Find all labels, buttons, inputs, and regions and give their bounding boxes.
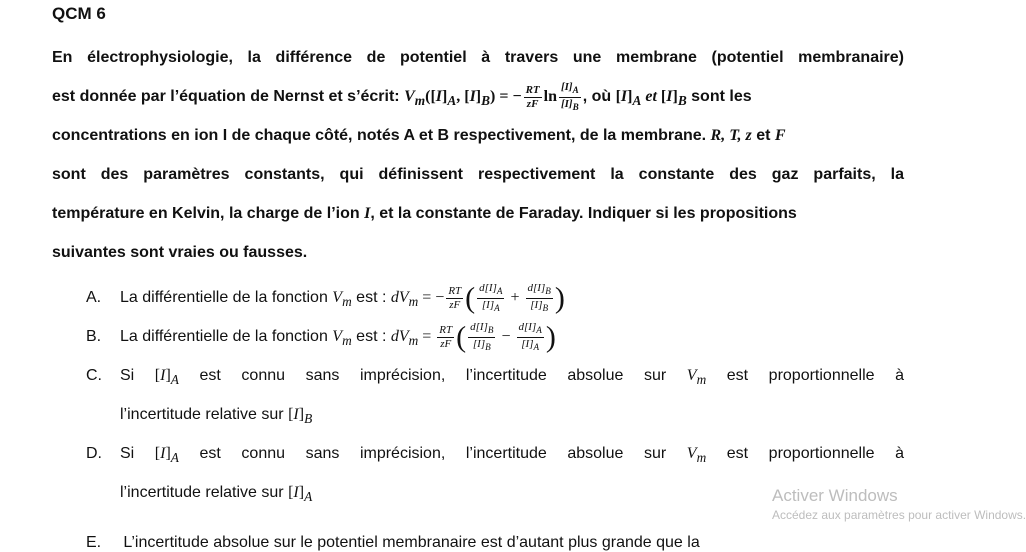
option-c[interactable]: C. Si $[I]_A$ est connu sans imprécision, l’incertitude absolue sur $V_m$ est proportionnelle à l’incertitude relative sur $[I]_B$ — [86, 356, 904, 434]
option-b-letter: B. — [86, 328, 102, 345]
option-e[interactable] — [86, 534, 700, 552]
intro-line-2-end: sont les — [686, 88, 752, 105]
intro-line-2-text: est donnée par l’équation de Nernst et s’écrit: — [52, 88, 405, 105]
question-statement — [52, 38, 904, 272]
option-c-letter: C. — [86, 367, 102, 384]
intro-line-3-text: concentrations en ion I de chaque côté, notés A et B respectivement, de la membrane. — [52, 127, 711, 144]
option-b-mid: est : — [351, 328, 391, 345]
option-d-letter: D. — [86, 445, 102, 462]
option-a-text: La différentielle de la fonction — [120, 289, 333, 306]
intro-line-5 — [52, 194, 904, 233]
intro-line-2 — [52, 77, 904, 116]
option-d[interactable]: D. Si $[I]_A$ est connu sans imprécision, l’incertitude absolue sur $V_m$ est proportionnelle à l’incertitude relative sur $[I]_A$ — [86, 434, 904, 512]
option-b-formula: $dV_m$ = $\frac{RT}{zF}$ ( $\frac{d[I]_B}{[I]_B}$ − $\frac{d[I]_A}{[I]_A}$ ) — [390, 320, 556, 354]
option-a[interactable]: A. La différentielle de la fonction $V_m$ est : $dV_m$ = − $\frac{RT}{zF}$ ( $\frac{d[I]_A}{[I]_A}$ + $\frac{d[I]_B}{[I]_B}$ ) — [86, 278, 904, 317]
ion-symbol: I — [364, 205, 371, 222]
answer-options — [86, 278, 904, 512]
concentration-symbols: $[I]_A$ et $[I]_B$ — [615, 88, 687, 109]
windows-activation-watermark — [772, 486, 1026, 522]
question-title: QCM 6 — [52, 4, 106, 23]
intro-line-2-where: , où — [582, 88, 616, 105]
constants-symbols: R, T, z — [710, 127, 752, 144]
option-a-formula: $dV_m$ = − $\frac{RT}{zF}$ ( $\frac{d[I]_A}{[I]_A}$ + $\frac{d[I]_B}{[I]_B}$ ) — [390, 281, 565, 315]
intro-line-6: suivantes sont vraies ou fausses. — [52, 244, 308, 261]
intro-line-3-and: et — [751, 127, 775, 144]
intro-line-5-text: température en Kelvin, la charge de l’ion — [52, 205, 365, 222]
option-b[interactable]: B. La différentielle de la fonction $V_m$ est : $dV_m$ = $\frac{RT}{zF}$ ( $\frac{d[I]_B}{[I]_B}$ − $\frac{d[I]_A}{[I]_A}$ ) — [86, 317, 904, 356]
option-b-text: La différentielle de la fonction — [120, 328, 333, 345]
intro-line-1: En électrophysiologie, la différence de potentiel à travers une membrane (potentiel membranaire) — [52, 49, 904, 66]
option-e-text: L’incertitude absolue sur le potentiel membranaire est d’autant plus grande que la — [123, 534, 700, 551]
intro-line-5-end: , et la constante de Faraday. Indiquer si les propositions — [370, 205, 797, 222]
option-e-letter: E. — [86, 534, 102, 551]
faraday-symbol: F — [774, 127, 786, 144]
watermark-subtitle: Accédez aux paramètres pour activer Windows. — [772, 508, 1026, 522]
option-a-mid: est : — [351, 289, 391, 306]
nernst-equation: $V_m([I]_A$, $[I]_B$) = − $\frac{RT}{zF}$ ln $\frac{[I]_A}{[I]_B}$ — [404, 80, 579, 113]
intro-line-4: sont des paramètres constants, qui définissent respectivement la constante des gaz parfaits, la — [52, 166, 904, 183]
intro-line-3 — [52, 116, 904, 155]
watermark-title: Activer Windows — [772, 486, 898, 505]
option-a-letter: A. — [86, 289, 102, 306]
